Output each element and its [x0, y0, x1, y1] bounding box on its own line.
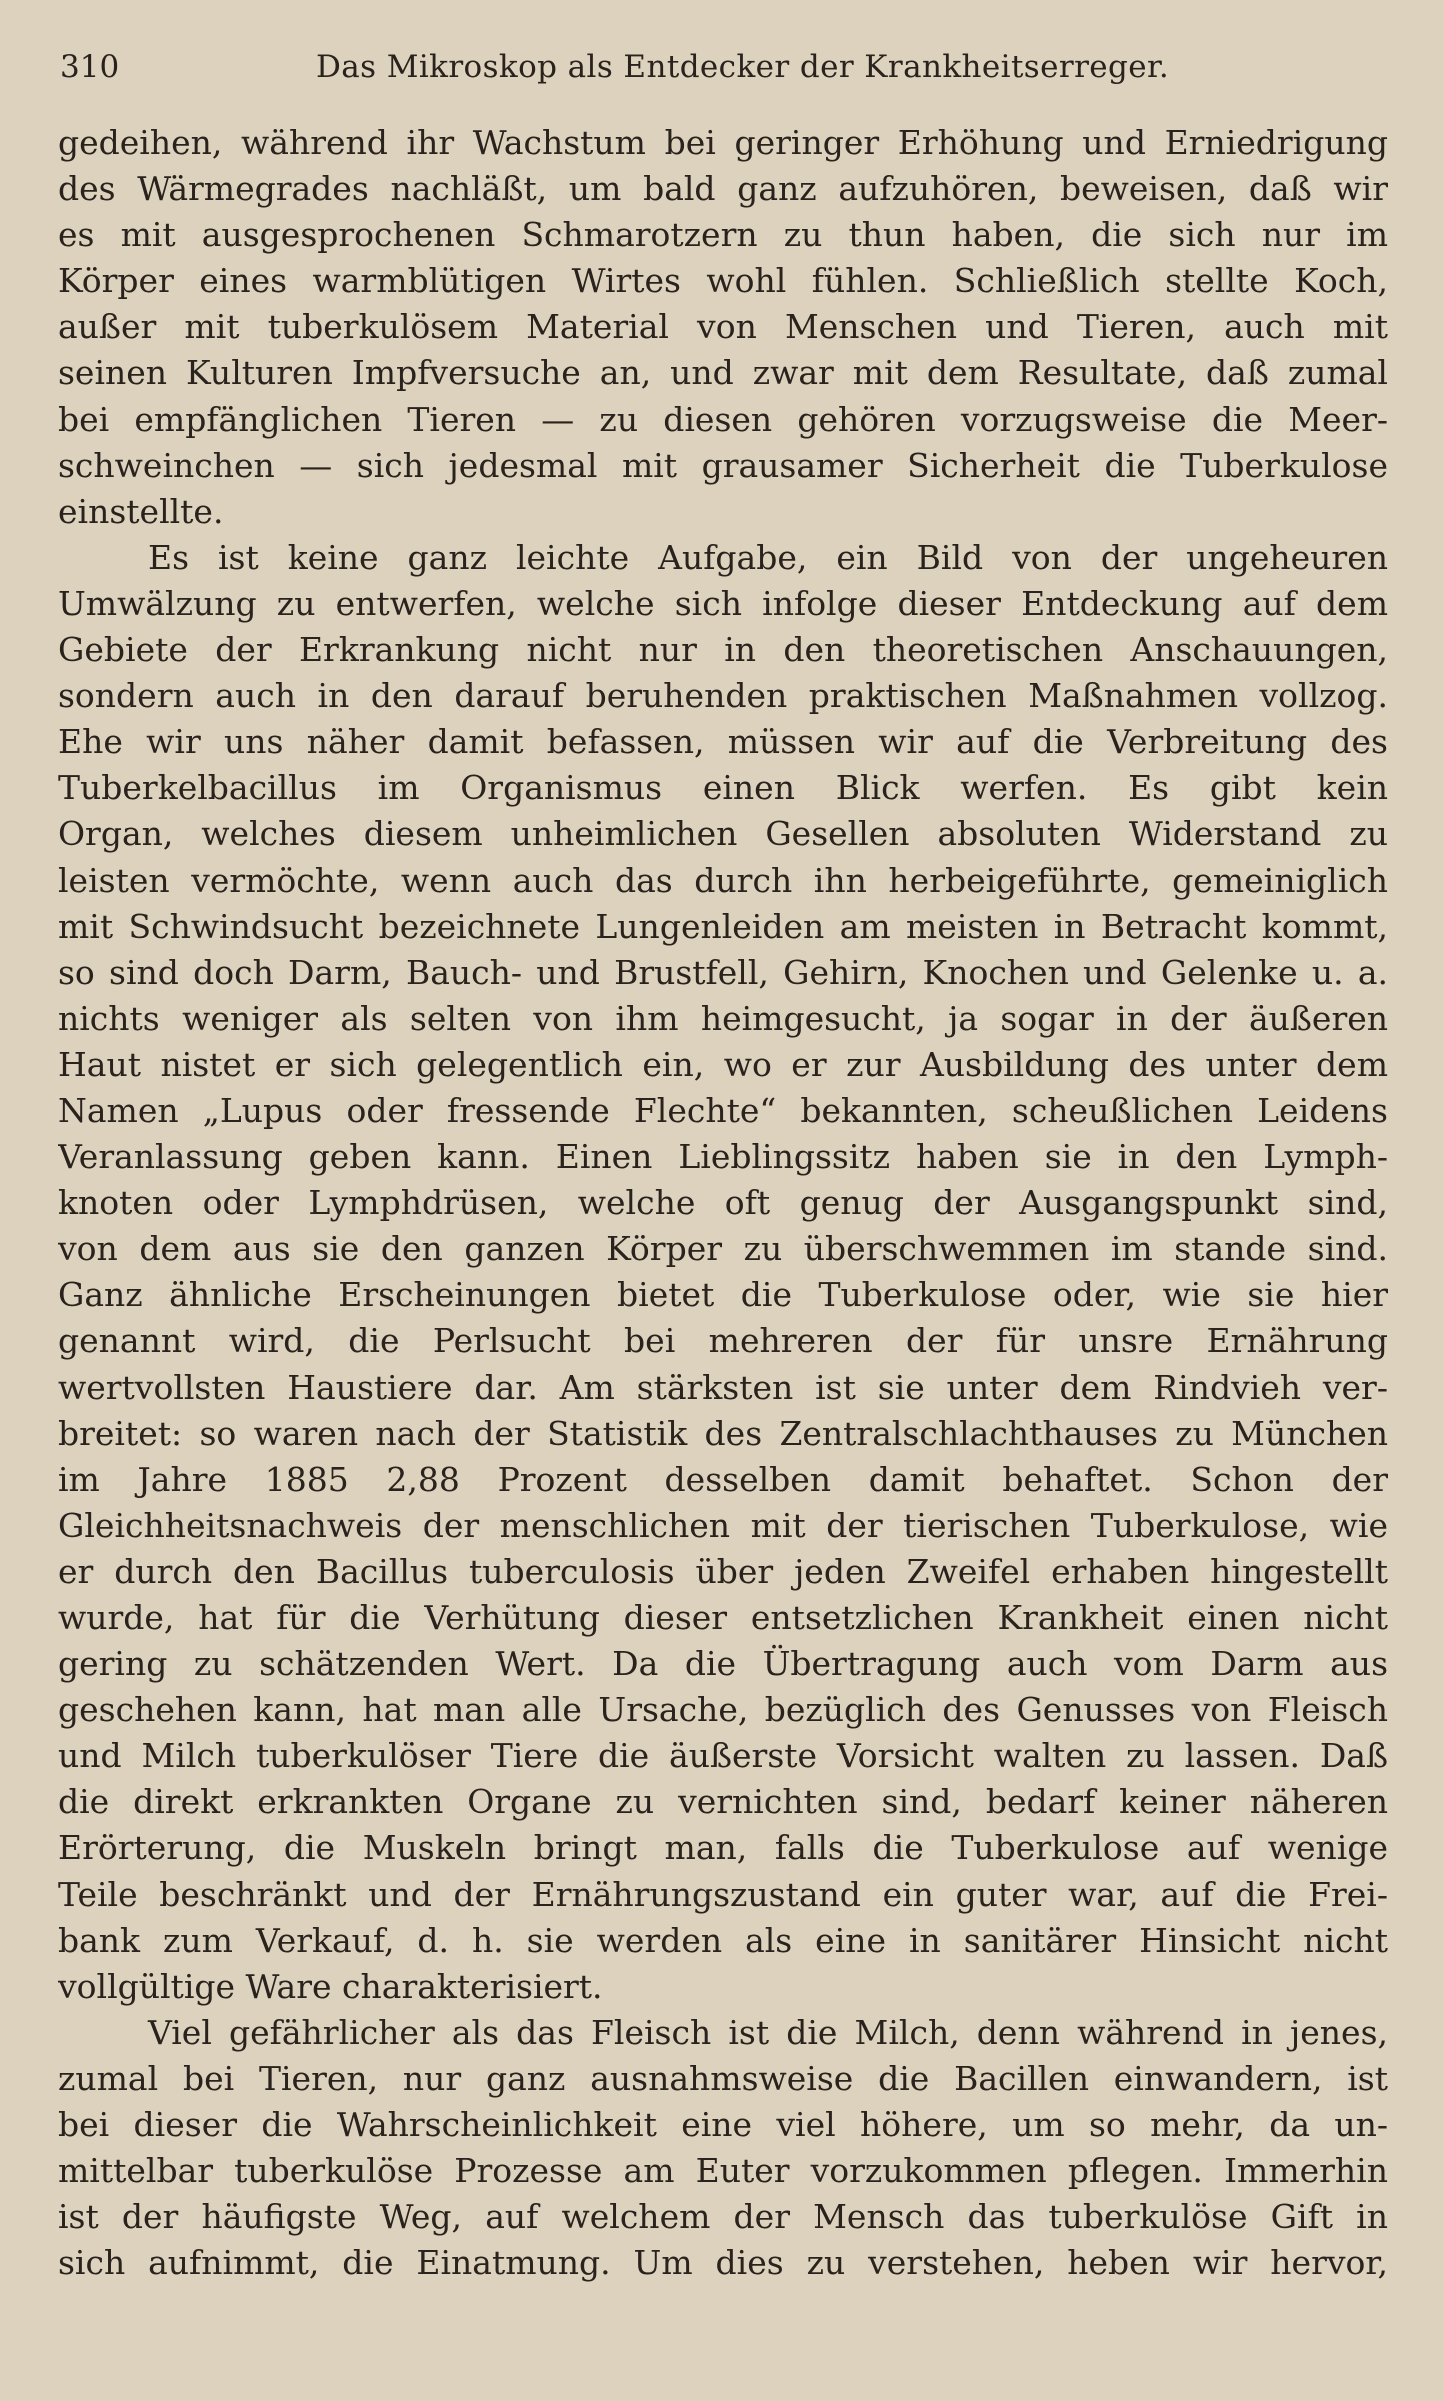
text-line: im Jahre 1885 2,88 Prozent desselben damit behaftet. Schon der: [58, 1459, 1388, 1499]
text-line: zumal bei Tieren, nur ganz ausnahmsweise die Bacillen einwandern, ist: [58, 2058, 1388, 2098]
text-line: bei empfänglichen Tieren — zu diesen gehören vorzugsweise die Meer-: [58, 399, 1388, 439]
text-line: es mit ausgesprochenen Schmarotzern zu thun haben, die sich nur im: [58, 215, 1388, 255]
text-line: Es ist keine ganz leichte Aufgabe, ein Bild von der ungeheuren: [148, 537, 1388, 577]
text-line: die direkt erkrankten Organe zu vernichten sind, bedarf keiner näheren: [58, 1782, 1388, 1822]
text-line: Haut nistet er sich gelegentlich ein, wo er zur Ausbildung des unter dem: [58, 1044, 1388, 1084]
text-line: Erörterung, die Muskeln bringt man, falls die Tuberkulose auf wenige: [58, 1828, 1388, 1868]
text-line: Veranlassung geben kann. Einen Lieblingssitz haben sie in den Lymph-: [58, 1137, 1388, 1177]
text-line: Organ, welches diesem unheimlichen Gesellen absoluten Widerstand zu: [58, 814, 1388, 854]
text-line: gedeihen, während ihr Wachstum bei geringer Erhöhung und Erniedrigung: [58, 123, 1388, 162]
text-line: außer mit tuberkulösem Material von Menschen und Tieren, auch mit: [58, 307, 1388, 347]
text-line: bei dieser die Wahrscheinlichkeit eine viel höhere, um so mehr, da un-: [58, 2105, 1388, 2145]
text-line: Ganz ähnliche Erscheinungen bietet die Tuberkulose oder, wie sie hier: [58, 1275, 1388, 1315]
text-line: nichts weniger als selten von ihm heimgesucht, ja sogar in der äußeren: [58, 998, 1388, 1038]
text-line: wertvollsten Haustiere dar. Am stärksten ist sie unter dem Rindvieh ver-: [58, 1367, 1388, 1407]
text-line: seinen Kulturen Impfversuche an, und zwar mit dem Resultate, daß zumal: [58, 353, 1388, 393]
text-line: sondern auch in den darauf beruhenden praktischen Maßnahmen vollzog.: [58, 676, 1388, 716]
text-line: gering zu schätzenden Wert. Da die Übertragung auch vom Darm aus: [58, 1644, 1388, 1684]
running-head: [58, 48, 1388, 86]
text-line: breitet: so waren nach der Statistik des Zentralschlachthauses zu München: [58, 1413, 1388, 1453]
text-line: sich aufnimmt, die Einatmung. Um dies zu verstehen, heben wir hervor,: [58, 2243, 1388, 2283]
text-line: Ehe wir uns näher damit befassen, müssen wir auf die Verbreitung des: [58, 722, 1388, 762]
text-line: Körper eines warmblütigen Wirtes wohl fühlen. Schließlich stellte Koch,: [58, 261, 1388, 301]
text-line: bank zum Verkauf, d. h. sie werden als eine in sanitärer Hinsicht nicht: [58, 1920, 1388, 1960]
text-line: des Wärmegrades nachläßt, um bald ganz aufzuhören, beweisen, daß wir: [58, 169, 1388, 209]
text-line: leisten vermöchte, wenn auch das durch ihn herbeigeführte, gemeiniglich: [58, 860, 1388, 900]
text-line: vollgültige Ware charakterisiert.: [58, 1966, 603, 2006]
running-title: Das Mikroskop als Entdecker der Krankheitserreger.: [316, 49, 1170, 85]
text-line: mittelbar tuberkulöse Prozesse am Euter vorzukommen pflegen. Immerhin: [58, 2151, 1388, 2191]
text-line: genannt wird, die Perlsucht bei mehreren der für unsre Ernährung: [58, 1321, 1388, 1361]
book-page: [0, 48, 1444, 2401]
text-line: Tuberkelbacillus im Organismus einen Blick werfen. Es gibt kein: [58, 768, 1388, 808]
text-line: von dem aus sie den ganzen Körper zu überschwemmen im stande sind.: [58, 1229, 1388, 1269]
text-line: wurde, hat für die Verhütung dieser entsetzlichen Krankheit einen nicht: [58, 1598, 1388, 1637]
text-line: Gebiete der Erkrankung nicht nur in den theoretischen Anschauungen,: [58, 630, 1388, 670]
text-line: mit Schwindsucht bezeichnete Lungenleiden am meisten in Betracht kommt,: [58, 906, 1388, 946]
text-line: und Milch tuberkulöser Tiere die äußerste Vorsicht walten zu lassen. Daß: [58, 1736, 1388, 1776]
text-line: Gleichheitsnachweis der menschlichen mit der tierischen Tuberkulose, wie: [58, 1505, 1388, 1545]
text-line: Viel gefährlicher als das Fleisch ist die Milch, denn während in jenes,: [148, 2012, 1388, 2052]
text-line: einstellte.: [58, 491, 224, 531]
text-line: schweinchen — sich jedesmal mit grausamer Sicherheit die Tuberkulose: [58, 445, 1388, 485]
text-line: geschehen kann, hat man alle Ursache, bezüglich des Genusses von Fleisch: [58, 1690, 1388, 1730]
text-line: Namen „Lupus oder fressende Flechte“ bekannten, scheußlichen Leidens: [58, 1090, 1388, 1130]
text-line: Umwälzung zu entwerfen, welche sich infolge dieser Entdeckung auf dem: [58, 583, 1388, 623]
text-line: so sind doch Darm, Bauch- und Brustfell, Gehirn, Knochen und Gelenke u. a.: [58, 952, 1388, 992]
text-line: knoten oder Lymphdrüsen, welche oft genug der Ausgangspunkt sind,: [58, 1183, 1388, 1223]
page-number: 310: [60, 49, 120, 85]
body-text: [58, 120, 1388, 2286]
text-line: ist der häufigste Weg, auf welchem der Mensch das tuberkulöse Gift in: [58, 2197, 1388, 2237]
text-line: Teile beschränkt und der Ernährungszustand ein guter war, auf die Frei-: [58, 1874, 1388, 1914]
text-line: er durch den Bacillus tuberculosis über jeden Zweifel erhaben hingestellt: [58, 1551, 1388, 1591]
